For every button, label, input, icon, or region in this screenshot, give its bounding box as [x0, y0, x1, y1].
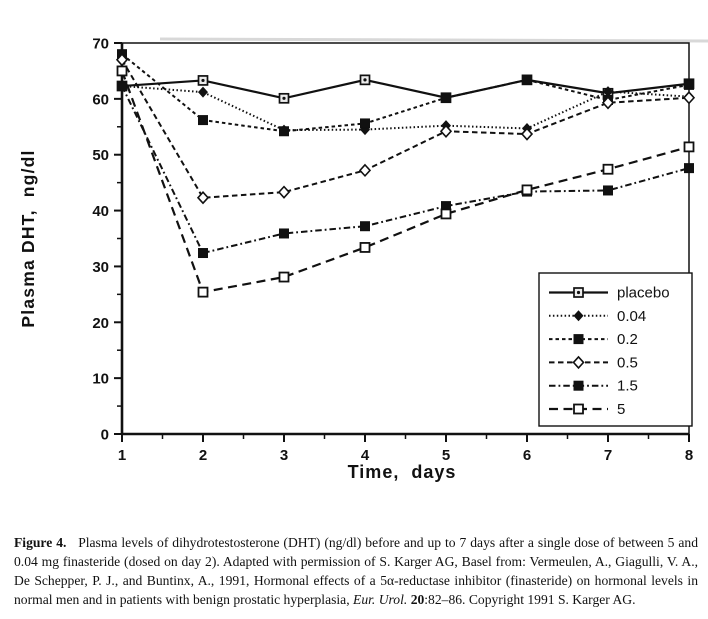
plot-area [92, 36, 708, 465]
marker-square-filled [361, 119, 370, 128]
marker-square-open [685, 142, 694, 151]
marker-square-filled [604, 186, 613, 195]
y-tick-label: 40 [92, 203, 109, 221]
x-tick-label: 4 [360, 447, 370, 464]
marker-square-open [361, 243, 370, 252]
y-tick-label: 20 [92, 314, 109, 332]
y-axis-label: Plasma DHT, ng/dl [18, 149, 38, 328]
caption-segment: Plasma levels of dihydrotestosterone (DHT) (ng/dl) before and up to 7 days after a single dose of between 5 and 0.04 mg finasteride (dosed on day 2). Adapted with permission of S. Karger AG, Basel from: Vermeulen, A., Giagulli, V. A., De Schepper, P. J., and Buntinx, A., 1991, Hormonal effects of a 5α-reductase inhibitor (finasteride) on hormonal levels in normal men and in patients with benign prostatic hyperplasia, [14, 534, 698, 608]
legend-label: 0.04 [617, 307, 647, 325]
marker-diamond-open [522, 129, 532, 140]
marker-diamond-open [684, 92, 694, 103]
marker-center-dot [363, 78, 366, 81]
y-tick-label: 0 [100, 426, 109, 444]
x-axis-label: Time, days [347, 462, 457, 482]
marker-diamond-open [441, 126, 451, 137]
marker-center-dot [577, 291, 580, 294]
marker-square-filled [199, 249, 208, 258]
marker-square-filled [685, 80, 694, 89]
marker-square-open [523, 185, 532, 194]
x-tick-label: 1 [117, 447, 127, 464]
legend-label: 0.2 [617, 331, 638, 349]
marker-square-open [118, 66, 127, 75]
marker-diamond-open [360, 165, 370, 176]
legend [539, 273, 692, 426]
legend-label: 5 [617, 401, 626, 418]
marker-square-open [442, 209, 451, 218]
figure-caption [14, 533, 698, 610]
marker-diamond-open [279, 187, 289, 198]
marker-square-filled [280, 127, 289, 136]
x-tick-label: 3 [279, 447, 289, 464]
caption-segment: :82–86. Copyright 1991 S. Karger AG. [424, 592, 636, 608]
marker-square-filled [199, 116, 208, 125]
caption-segment: Figure 4. [14, 534, 67, 550]
marker-square-open [574, 405, 583, 414]
scan-artifact [160, 39, 708, 41]
x-axis-ticks [118, 434, 693, 464]
caption-segment: Eur. Urol. [353, 592, 408, 608]
marker-square-filled [442, 93, 451, 102]
marker-diamond-filled [198, 87, 208, 98]
marker-center-dot [201, 79, 204, 82]
marker-square-open [199, 288, 208, 297]
y-tick-label: 10 [92, 370, 109, 388]
marker-center-dot [282, 97, 285, 100]
x-tick-label: 6 [522, 447, 532, 464]
legend-label: placebo [617, 284, 670, 302]
marker-square-filled [574, 381, 583, 390]
caption-segment: 20 [410, 592, 425, 608]
marker-square-open [604, 165, 613, 174]
marker-square-filled [361, 222, 370, 231]
marker-square-filled [574, 335, 583, 344]
x-tick-label: 7 [603, 447, 613, 464]
y-tick-label: 30 [92, 258, 109, 276]
y-tick-label: 60 [92, 91, 109, 109]
x-tick-label: 2 [198, 447, 208, 464]
marker-square-open [280, 273, 289, 282]
marker-square-filled [523, 75, 532, 84]
marker-diamond-open [198, 192, 208, 203]
marker-square-filled [118, 82, 127, 91]
marker-square-filled [685, 164, 694, 173]
y-axis-ticks [92, 36, 122, 444]
y-tick-label: 50 [92, 147, 109, 165]
y-tick-label: 70 [92, 35, 109, 53]
legend-label: 0.5 [617, 354, 638, 372]
marker-square-filled [280, 229, 289, 238]
x-tick-label: 5 [441, 447, 451, 464]
x-tick-label: 8 [684, 447, 694, 464]
legend-label: 1.5 [617, 377, 638, 395]
